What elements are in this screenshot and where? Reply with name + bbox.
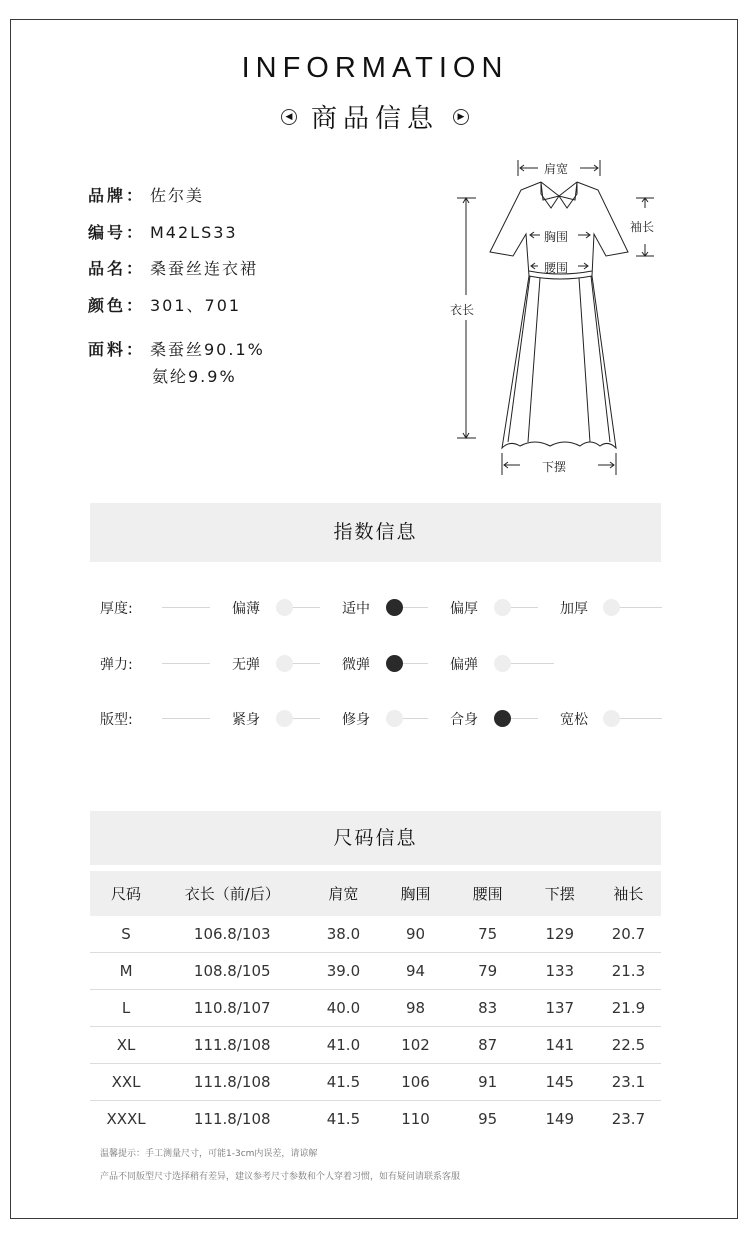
index-label: 弹力:: [100, 657, 133, 673]
label-length: 衣长: [450, 303, 475, 317]
table-cell: 21.3: [596, 953, 661, 990]
brand-value: 佐尔美: [150, 186, 205, 205]
fabric-value-1: 桑蚕丝90.1%: [150, 340, 265, 359]
table-cell: 108.8/105: [157, 953, 307, 990]
index-option: 宽松: [538, 709, 610, 729]
label-sleeve: 袖长: [630, 220, 655, 234]
info-row-fabric: [88, 337, 265, 386]
table-row: [90, 990, 661, 1027]
index-option: 微弹: [320, 654, 392, 674]
fabric-label: 面料：: [88, 340, 146, 359]
size-header-cell: 下摆: [524, 871, 596, 916]
index-dot-selected: [494, 710, 511, 727]
arrow-left-icon: ◀: [281, 109, 297, 125]
size-header-cell: 肩宽: [307, 871, 379, 916]
table-cell: 106.8/103: [157, 916, 307, 953]
table-cell: 110: [401, 1110, 430, 1128]
title-chinese-text: 商品信息: [310, 104, 439, 134]
table-cell: 38.0: [307, 916, 379, 953]
table-cell: 23.1: [596, 1064, 661, 1101]
table-cell: 145: [524, 1064, 596, 1101]
table-row: [90, 916, 661, 953]
name-value: 桑蚕丝连衣裙: [150, 259, 259, 278]
table-cell: 83: [452, 990, 524, 1027]
table-cell: XXXL: [106, 1110, 146, 1128]
table-cell: 111.8/108: [157, 1027, 307, 1064]
label-waist: 腰围: [544, 261, 569, 275]
table-cell: M: [90, 953, 157, 990]
brand-label: 品牌：: [88, 186, 146, 205]
index-dot: [603, 710, 620, 727]
index-option: 紧身: [210, 709, 282, 729]
dress-diagram: [440, 150, 670, 490]
table-cell: 95: [478, 1110, 498, 1128]
table-cell: 91: [452, 1064, 524, 1101]
table-cell: XL: [90, 1027, 157, 1064]
size-section-title: 尺码信息: [90, 811, 661, 865]
index-label: 厚度:: [100, 601, 133, 617]
table-cell: S: [90, 916, 157, 953]
info-row-color: [88, 293, 241, 316]
table-cell: 111.8/108: [157, 1064, 307, 1101]
table-cell: 41.5: [307, 1064, 379, 1101]
table-cell: 41.5: [326, 1110, 361, 1128]
index-option: 偏弹: [428, 654, 500, 674]
table-cell: 98: [379, 990, 451, 1027]
size-header-cell: 胸围: [379, 871, 451, 916]
table-cell: 110.8/107: [157, 990, 307, 1027]
info-row-code: [88, 220, 238, 243]
index-dot: [276, 710, 293, 727]
table-cell: 133: [524, 953, 596, 990]
size-header-cell: 尺码: [90, 871, 157, 916]
table-cell: 129: [524, 916, 596, 953]
table-cell: 40.0: [307, 990, 379, 1027]
info-row-brand: [88, 183, 204, 206]
table-cell: 79: [452, 953, 524, 990]
index-dot: [494, 655, 511, 672]
index-option: 加厚: [538, 598, 610, 618]
size-table: [90, 871, 661, 1137]
note-measurement: 温馨提示：手工测量尺寸，可能1-3cm内误差，请谅解: [100, 1149, 318, 1159]
table-cell: 23.7: [611, 1110, 646, 1128]
fabric-value-2: 氨纶9.9%: [152, 367, 237, 386]
color-label: 颜色：: [88, 296, 146, 315]
dress-outline-icon: [440, 150, 670, 490]
code-value: M42LS33: [150, 223, 238, 242]
table-cell: 106: [379, 1064, 451, 1101]
index-row-thickness: [100, 598, 670, 618]
index-dot: [276, 599, 293, 616]
index-option: 修身: [320, 709, 392, 729]
table-row: [90, 1101, 661, 1138]
label-chest: 胸围: [544, 230, 569, 244]
index-option: 无弹: [210, 654, 282, 674]
size-header-cell: 袖长: [596, 871, 661, 916]
index-label: 版型:: [100, 712, 133, 728]
table-cell: 141: [524, 1027, 596, 1064]
table-cell: 90: [379, 916, 451, 953]
table-cell: 149: [545, 1110, 575, 1128]
table-cell: 39.0: [307, 953, 379, 990]
index-option: 合身: [428, 709, 500, 729]
index-dot: [603, 599, 620, 616]
table-cell: 22.5: [596, 1027, 661, 1064]
note-fit: 产品不同版型尺寸选择稍有差异，建议参考尺寸参数和个人穿着习惯，如有疑问请联系客服: [100, 1172, 461, 1182]
index-section-title: 指数信息: [90, 503, 661, 562]
index-option: 偏厚: [428, 598, 500, 618]
arrow-right-icon: ▶: [453, 109, 469, 125]
table-cell: 102: [379, 1027, 451, 1064]
info-row-name: [88, 256, 258, 279]
table-cell: 21.9: [596, 990, 661, 1027]
table-cell: 111.8/108: [193, 1110, 271, 1128]
size-table-header: [90, 871, 661, 916]
table-cell: 20.7: [596, 916, 661, 953]
table-cell: 41.0: [307, 1027, 379, 1064]
index-dot-selected: [386, 599, 403, 616]
index-row-fit: [100, 709, 670, 729]
table-cell: 94: [379, 953, 451, 990]
index-option: 偏薄: [210, 598, 282, 618]
index-option: 适中: [320, 598, 392, 618]
table-cell: 137: [524, 990, 596, 1027]
title-chinese: [0, 98, 750, 135]
table-row: [90, 1027, 661, 1064]
table-row: [90, 953, 661, 990]
name-label: 品名：: [88, 259, 146, 278]
index-dot: [386, 710, 403, 727]
table-row: [90, 1064, 661, 1101]
index-dot-selected: [386, 655, 403, 672]
code-label: 编号：: [88, 223, 146, 242]
color-value: 301、701: [150, 296, 242, 315]
size-header-cell: 衣长（前/后）: [157, 871, 307, 916]
index-dot: [494, 599, 511, 616]
table-cell: L: [90, 990, 157, 1027]
index-dot: [276, 655, 293, 672]
table-cell: 87: [452, 1027, 524, 1064]
table-cell: 75: [452, 916, 524, 953]
label-hem: 下摆: [542, 460, 567, 474]
size-header-cell: 腰围: [452, 871, 524, 916]
table-cell: XXL: [90, 1064, 157, 1101]
index-row-elasticity: [100, 654, 670, 674]
title-english: INFORMATION: [241, 52, 509, 84]
label-shoulder: 肩宽: [544, 162, 569, 176]
